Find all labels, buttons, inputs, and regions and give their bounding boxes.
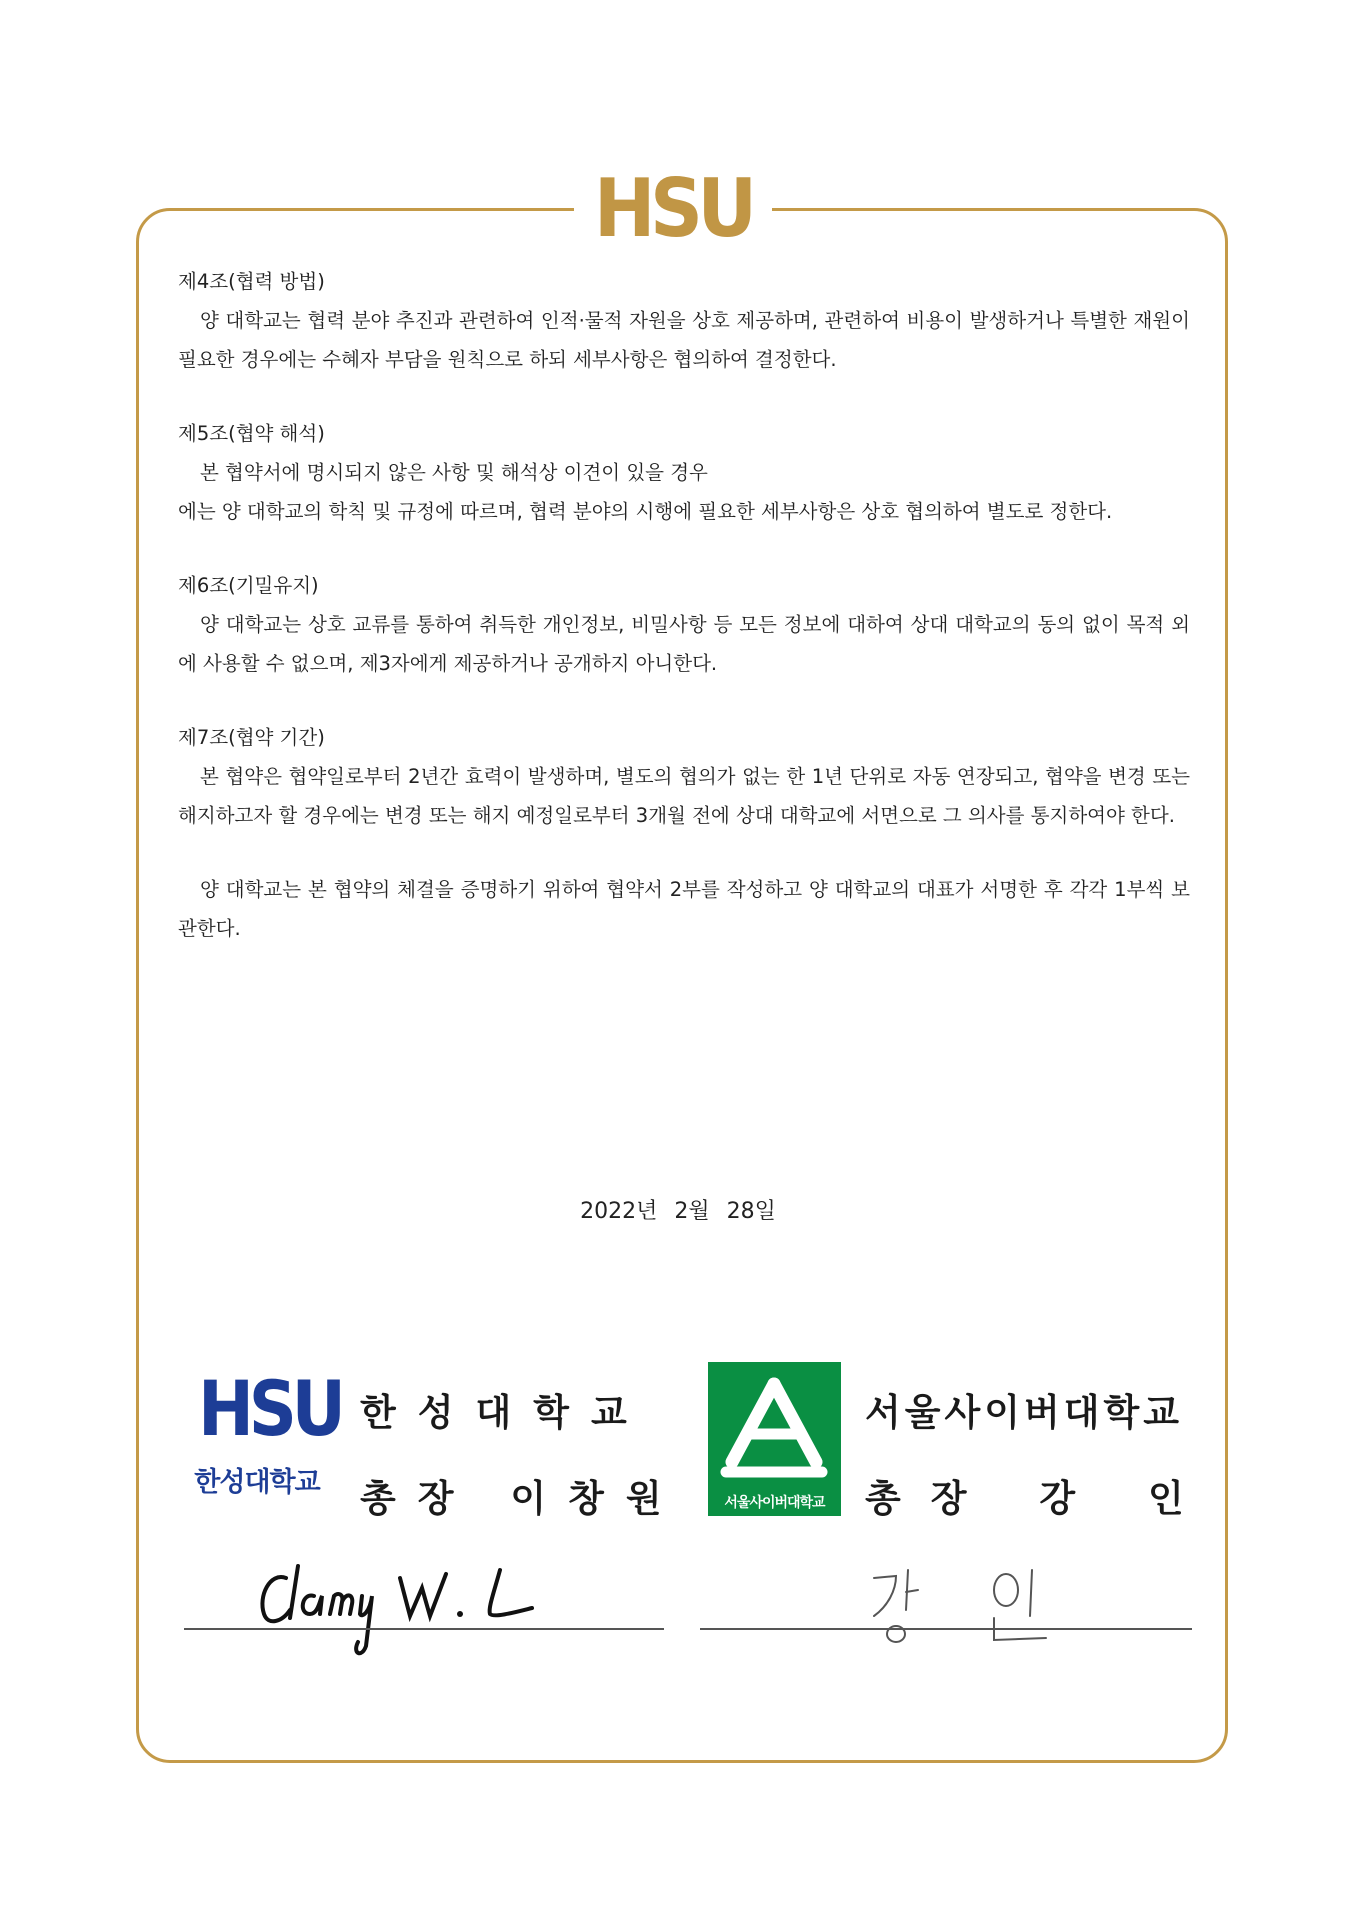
article-paragraph: 양 대학교는 협력 분야 추진과 관련하여 인적·물적 자원을 상호 제공하며, 관련하여 비용이 발생하거나 특별한 재원이 필요한 경우에는 수혜자 부담을 원칙으로 하되 세부사항은 협의하여 결정한다.: [178, 309, 1190, 371]
article-heading: 제5조(협약 해석): [178, 422, 325, 445]
seoul-cyber-logo-subtext: 서울사이버대학교: [724, 1495, 825, 1511]
article-7: [178, 718, 1190, 835]
article-4: [178, 262, 1190, 379]
article-heading: 제7조(협약 기간): [178, 726, 325, 749]
article-heading: 제4조(협력 방법): [178, 270, 325, 293]
article-paragraph: 본 협약서에 명시되지 않은 사항 및 해석상 이견이 있을 경우: [200, 461, 708, 484]
agreement-body: [178, 262, 1190, 948]
hsu-header-logo-text: HSU: [594, 162, 752, 255]
hsu-logo: [190, 1364, 341, 1510]
seoul-cyber-university-name: 서울사이버대학교: [865, 1390, 1183, 1434]
hsu-president-name: 총장 이창원: [360, 1476, 684, 1520]
seoul-cyber-president-signature: [866, 1560, 1096, 1650]
hsu-university-name: 한성대학교: [360, 1390, 649, 1434]
hsu-signature-line: [184, 1628, 664, 1630]
hsu-logo-mark: HSU: [198, 1364, 341, 1453]
agreement-date: 2022년 2월 28일: [580, 1199, 776, 1224]
hsu-president-signature: [250, 1552, 560, 1670]
article-6: [178, 566, 1190, 683]
seoul-cyber-president-name: 총장 강 인: [865, 1476, 1214, 1520]
closing-statement: 양 대학교는 본 협약의 체결을 증명하기 위하여 협약서 2부를 작성하고 양 대학교의 대표가 서명한 후 각각 1부씩 보관한다.: [178, 878, 1190, 940]
hsu-logo-subtext: 한성대학교: [194, 1467, 320, 1498]
seoul-cyber-logo-mark: [708, 1362, 841, 1492]
article-paragraph: 양 대학교는 상호 교류를 통하여 취득한 개인정보, 비밀사항 등 모든 정보에 대하여 상대 대학교의 동의 없이 목적 외에 사용할 수 없으며, 제3자에게 제공하거나 공개하지 아니한다.: [178, 613, 1190, 675]
article-5: [178, 414, 1190, 531]
seoul-cyber-signature-line: [700, 1628, 1192, 1630]
article-paragraph: 에는 양 대학교의 학칙 및 규정에 따르며, 협력 분야의 시행에 필요한 세부사항은 상호 협의하여 별도로 정한다.: [178, 500, 1113, 523]
article-paragraph: 본 협약은 협약일로부터 2년간 효력이 발생하며, 별도의 협의가 없는 한 1년 단위로 자동 연장되고, 협약을 변경 또는 해지하고자 할 경우에는 변경 또는 해지 예정일로부터 3개월 전에 상대 대학교에 서면으로 그 의사를 통지하여야 한다.: [178, 765, 1190, 827]
article-heading: 제6조(기밀유지): [178, 574, 319, 597]
hsu-header-logo: [574, 162, 772, 255]
seoul-cyber-logo: [708, 1362, 841, 1516]
